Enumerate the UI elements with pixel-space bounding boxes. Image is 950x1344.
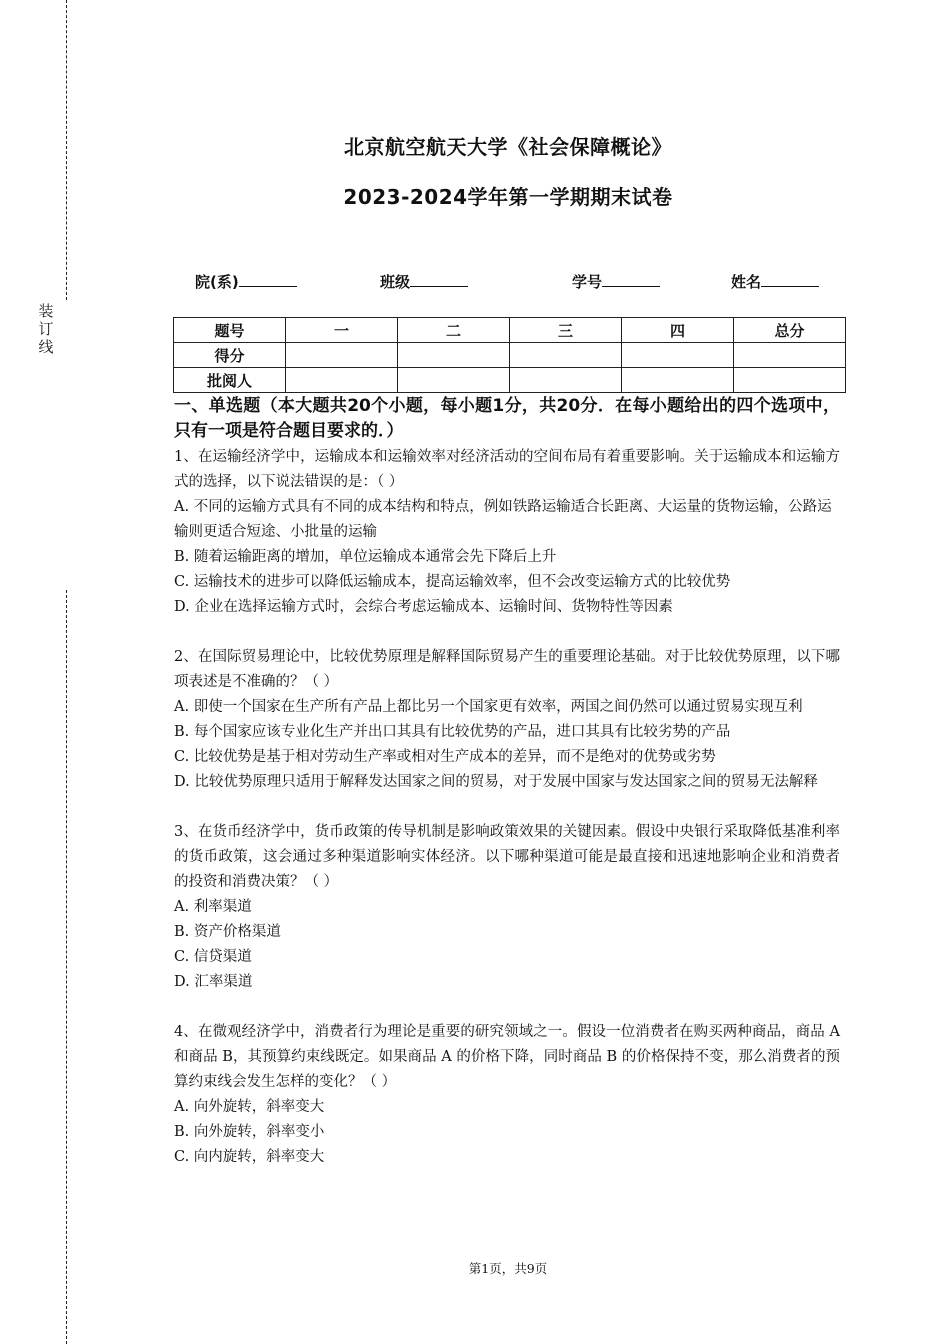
question-option: A. 向外旋转，斜率变大 bbox=[174, 1099, 325, 1115]
question-stem: 3、在货币经济学中，货币政策的传导机制是影响政策效果的关键因素。假设中央银行采取降低基准利率的货币政策，这会通过多种渠道影响实体经济。以下哪种渠道可能是最直接和迅速地影响企业和消费者的投资和消费决策？（ ） bbox=[174, 824, 840, 890]
class-label: 班级 bbox=[380, 273, 411, 291]
score-table-grader-row bbox=[174, 368, 846, 393]
question-option: C. 运输技术的进步可以降低运输成本，提高运输效率，但不会改变运输方式的比较优势 bbox=[174, 574, 731, 590]
binding-label bbox=[36, 302, 56, 356]
score-table-cell[interactable] bbox=[622, 343, 734, 368]
binding-char: 线 bbox=[38, 338, 54, 356]
binding-dashed-line-bottom bbox=[66, 590, 67, 1344]
question-option: C. 信贷渠道 bbox=[174, 949, 252, 965]
score-table-cell[interactable] bbox=[734, 368, 846, 393]
score-table bbox=[173, 317, 846, 393]
score-table-cell: 三 bbox=[510, 318, 622, 343]
name-blank[interactable] bbox=[761, 270, 819, 287]
score-table-cell: 得分 bbox=[174, 343, 286, 368]
score-table-cell: 二 bbox=[398, 318, 510, 343]
question-option: B. 向外旋转，斜率变小 bbox=[174, 1124, 325, 1140]
student-id-field[interactable] bbox=[572, 270, 660, 292]
name-label: 姓名 bbox=[731, 273, 762, 291]
score-table-cell[interactable] bbox=[510, 368, 622, 393]
question-option: C. 比较优势是基于相对劳动生产率或相对生产成本的差异，而不是绝对的优势或劣势 bbox=[174, 749, 716, 765]
score-table-cell: 批阅人 bbox=[174, 368, 286, 393]
question-option: B. 资产价格渠道 bbox=[174, 924, 281, 940]
department-blank[interactable] bbox=[239, 270, 297, 287]
question-option: B. 每个国家应该专业化生产并出口其具有比较优势的产品，进口其具有比较劣势的产品 bbox=[174, 724, 731, 740]
question-option: B. 随着运输距离的增加，单位运输成本通常会先下降后上升 bbox=[174, 549, 557, 565]
class-blank[interactable] bbox=[410, 270, 468, 287]
score-table-cell: 题号 bbox=[174, 318, 286, 343]
department-field[interactable] bbox=[195, 270, 297, 292]
question-1 bbox=[174, 445, 840, 620]
score-table-header-row bbox=[174, 318, 846, 343]
student-info-row bbox=[0, 270, 950, 292]
score-table-cell[interactable] bbox=[622, 368, 734, 393]
score-table-cell: 一 bbox=[286, 318, 398, 343]
exam-title-line2: 2023-2024学年第一学期期末试卷 bbox=[343, 185, 673, 209]
question-stem: 1、在运输经济学中，运输成本和运输效率对经济活动的空间布局有着重要影响。关于运输成本和运输方式的选择，以下说法错误的是：（ ） bbox=[174, 449, 840, 490]
question-3 bbox=[174, 820, 840, 995]
question-option: D. 汇率渠道 bbox=[174, 974, 253, 990]
score-table-cell[interactable] bbox=[734, 343, 846, 368]
question-4 bbox=[174, 1020, 840, 1170]
question-option: A. 即使一个国家在生产所有产品上都比另一个国家更有效率，两国之间仍然可以通过贸易实现互利 bbox=[174, 699, 803, 715]
student-id-blank[interactable] bbox=[602, 270, 660, 287]
page-footer: 第1页，共9页 bbox=[468, 1261, 548, 1276]
class-field[interactable] bbox=[380, 270, 468, 292]
score-table-cell: 四 bbox=[622, 318, 734, 343]
question-2 bbox=[174, 645, 840, 795]
question-option: A. 不同的运输方式具有不同的成本结构和特点，例如铁路运输适合长距离、大运量的货物运输，公路运输则更适合短途、小批量的运输 bbox=[174, 499, 832, 540]
score-table-cell: 总分 bbox=[734, 318, 846, 343]
question-stem: 2、在国际贸易理论中，比较优势原理是解释国际贸易产生的重要理论基础。对于比较优势原理，以下哪项表述是不准确的？（ ） bbox=[174, 649, 840, 690]
student-id-label: 学号 bbox=[572, 273, 603, 291]
score-table-cell[interactable] bbox=[398, 368, 510, 393]
question-stem: 4、在微观经济学中，消费者行为理论是重要的研究领域之一。假设一位消费者在购买两种商品，商品 A 和商品 B，其预算约束线既定。如果商品 A 的价格下降，同时商品 B 的价格保持不变，那么消费者的预算约束线会发生怎样的变化？（ ） bbox=[174, 1024, 840, 1090]
question-option: A. 利率渠道 bbox=[174, 899, 252, 915]
score-table-cell[interactable] bbox=[510, 343, 622, 368]
score-table-score-row bbox=[174, 343, 846, 368]
name-field[interactable] bbox=[731, 270, 819, 292]
exam-content bbox=[174, 394, 840, 1170]
score-table-cell[interactable] bbox=[286, 368, 398, 393]
department-label: 院(系) bbox=[195, 273, 239, 291]
score-table-cell[interactable] bbox=[398, 343, 510, 368]
question-option: D. 企业在选择运输方式时，会综合考虑运输成本、运输时间、货物特性等因素 bbox=[174, 599, 673, 615]
score-table-cell[interactable] bbox=[286, 343, 398, 368]
question-option: C. 向内旋转，斜率变大 bbox=[174, 1149, 325, 1165]
exam-title-line1: 北京航空航天大学《社会保障概论》 bbox=[344, 135, 672, 159]
question-option: D. 比较优势原理只适用于解释发达国家之间的贸易，对于发展中国家与发达国家之间的贸易无法解释 bbox=[174, 774, 818, 790]
binding-char: 订 bbox=[38, 320, 54, 338]
binding-char: 装 bbox=[38, 302, 54, 320]
section-heading: 一、单选题（本大题共20个小题，每小题1分，共20分．在每小题给出的四个选项中，只有一项是符合题目要求的．） bbox=[174, 396, 840, 441]
